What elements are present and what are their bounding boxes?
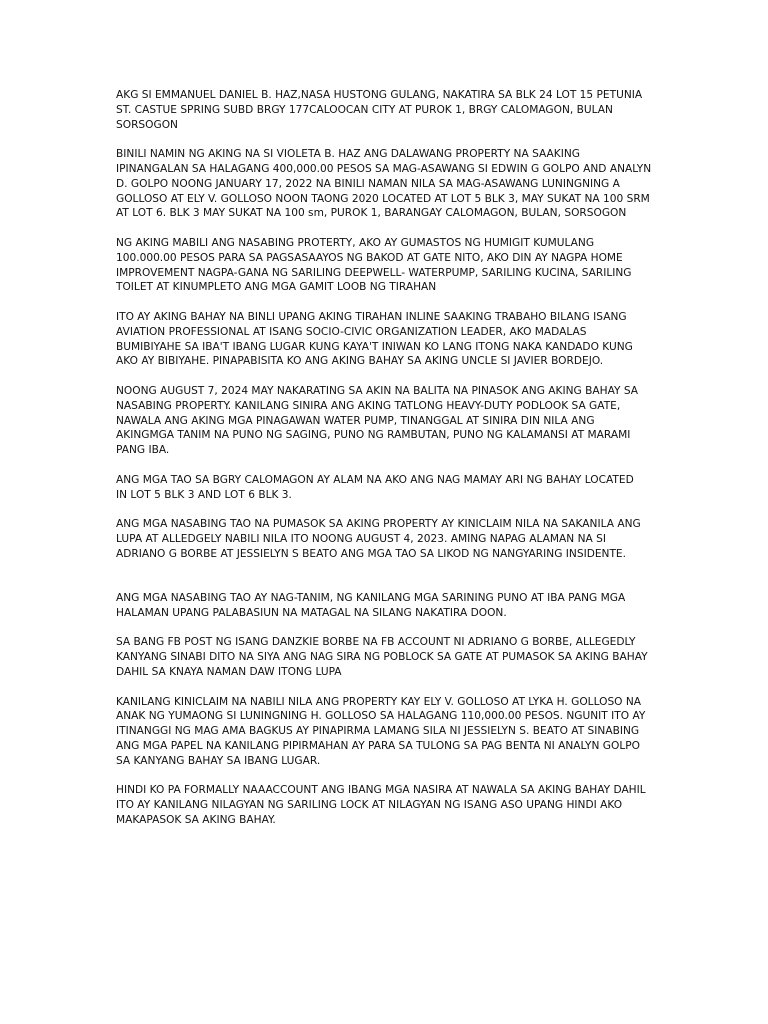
paragraph-unaccounted-damages: HINDI KO PA FORMALLY NAAACCOUNT ANG IBANG MGA NASIRA AT NAWALA SA AKING BAHAY DAHIL ITO AY KANILANG NILAGYAN NG SARILING LOCK AT NILAGYAN NG ISANG ASO UPANG HINDI AKO MAKAPASOK SA AKING BAHAY. [116, 784, 646, 827]
paragraph-fb-post: SA BANG FB POST NG ISANG DANZKIE BORBE NA FB ACCOUNT NI ADRIANO G BORBE, ALLEGEDLY KANYANG SINABI DITO NA SIYA ANG NAG SIRA NG POBLOCK SA GATE AT PUMASOK SA AKING BAHAY DAHIL SA KNAYA NAMAN DAW ITONG LUPA [116, 636, 648, 679]
paragraph-purchase: BINILI NAMIN NG AKING NA SI VIOLETA B. HAZ ANG DALAWANG PROPERTY NA SAAKING IPINANGALAN SA HALAGANG 400,000.00 PESOS SA MAG-ASAWANG SI EDWIN G GOLPO AND ANALYN D. GOLPO NOONG JANUARY 17, 2022 NA BINILI NAMAN NILA SA MAG-ASAWANG LUNINGNING A GOLLOSO AT ELY V. GOLLOSO NOON TAONG 2020 LOCATED AT LOT 5 BLK 3, MAY SUKAT NA 100 SRM AT LOT 6. BLK 3 MAY SUKAT NA 100 sm, PUROK 1, BARANGAY CALOMAGON, BULAN, SORSOGON [116, 148, 652, 220]
paragraph-planting: ANG MGA NASABING TAO AY NAG-TANIM, NG KANILANG MGA SARINING PUNO AT IBA PANG MGA HALAMAN UPANG PALABASIUN NA MATAGAL NA SILANG NAKATIRA DOON. [116, 592, 626, 619]
paragraph-intro: AKG SI EMMANUEL DANIEL B. HAZ,NASA HUSTONG GULANG, NAKATIRA SA BLK 24 LOT 15 PETUNIA ST. CASTUE SPRING SUBD BRGY 177CALOOCAN CITY AT PUROK 1, BRGY CALOMAGON, BULAN SORSOGON [116, 89, 643, 131]
paragraph-residence: ITO AY AKING BAHAY NA BINLI UPANG AKING TIRAHAN INLINE SAAKING TRABAHO BILANG ISANG AVIATION PROFESSIONAL AT ISANG SOCIO-CIVIC ORGANIZATION LEADER, AKO MADALAS BUMIBIYAHE SA IBA'T IBANG LUGAR KUNG KAYA'T INIWAN KO LANG ITONG NAKA KANDADO KUNG AKO AY BIBIYAHE. PINAPABISITA KO ANG AKING BAHAY SA AKING UNCLE SI JAVIER BORDEJO. [116, 310, 633, 368]
paragraph-community-knowledge: ANG MGA TAO SA BGRY CALOMAGON AY ALAM NA AKO ANG NAG MAMAY ARI NG BAHAY LOCATED IN LOT 5 BLK 3 AND LOT 6 BLK 3. [116, 473, 634, 501]
paragraph-incident: NOONG AUGUST 7, 2024 MAY NAKARATING SA AKIN NA BALITA NA PINASOK ANG AKING BAHAY SA NASABING PROPERTY. KANILANG SINIRA ANG AKING TATLONG HEAVY-DUTY PODLOOK SA GATE, NAWALA ANG AKING MGA PINAGAWAN WATER PUMP, TINANGGAL AT SINIRA DIN NILA ANG AKINGMGA TANIM NA PUNO NG SAGING, PUNO NG RAMBUTAN, PUNO NG KALAMANSI AT MARAMI PANG IBA. [116, 384, 639, 457]
document-body [116, 88, 656, 843]
paragraph-claimed-sale: KANILANG KINICLAIM NA NABILI NILA ANG PROPERTY KAY ELY V. GOLLOSO AT LYKA H. GOLLOSO NA ANAK NG YUMAONG SI LUNINGNING H. GOLLOSO SA HALAGANG 110,000.00 PESOS. NGUNIT ITO AY ITINANGGI NG MAG AMA BAGKUS AY PINAPIRMA LAMANG SILA NI JESSIELYN S. BEATO AT SINABING ANG MGA PAPEL NA KANILANG PIPIRMAHAN AY PARA SA TULONG SA PAG BENTA NI ANALYN GOLPO SA KANYANG BAHAY SA IBANG LUGAR. [116, 695, 646, 767]
paragraph-improvements: NG AKING MABILI ANG NASABING PROTERTY, AKO AY GUMASTOS NG HUMIGIT KUMULANG 100.000.00 PESOS PARA SA PAGSASAAYOS NG BAKOD AT GATE NITO, AKO DIN AY NAGPA HOME IMPROVEMENT NAGPA-GANA NG SARILING DEEPWELL- WATERPUMP, SARILING KUCINA, SARILING TOILET AT KINUMPLETO ANG MGA GAMIT LOOB NG TIRAHAN [116, 236, 632, 294]
paragraph-claimants: ANG MGA NASABING TAO NA PUMASOK SA AKING PROPERTY AY KINICLAIM NILA NA SAKANILA ANG LUPA AT ALLEDGELY NABILI NILA ITO NOONG AUGUST 4, 2023. AMING NAPAG ALAMAN NA SI ADRIANO G BORBE AT JESSIELYN S BEATO ANG MGA TAO SA LIKOD NG NANGYARING INSIDENTE. [116, 518, 641, 560]
